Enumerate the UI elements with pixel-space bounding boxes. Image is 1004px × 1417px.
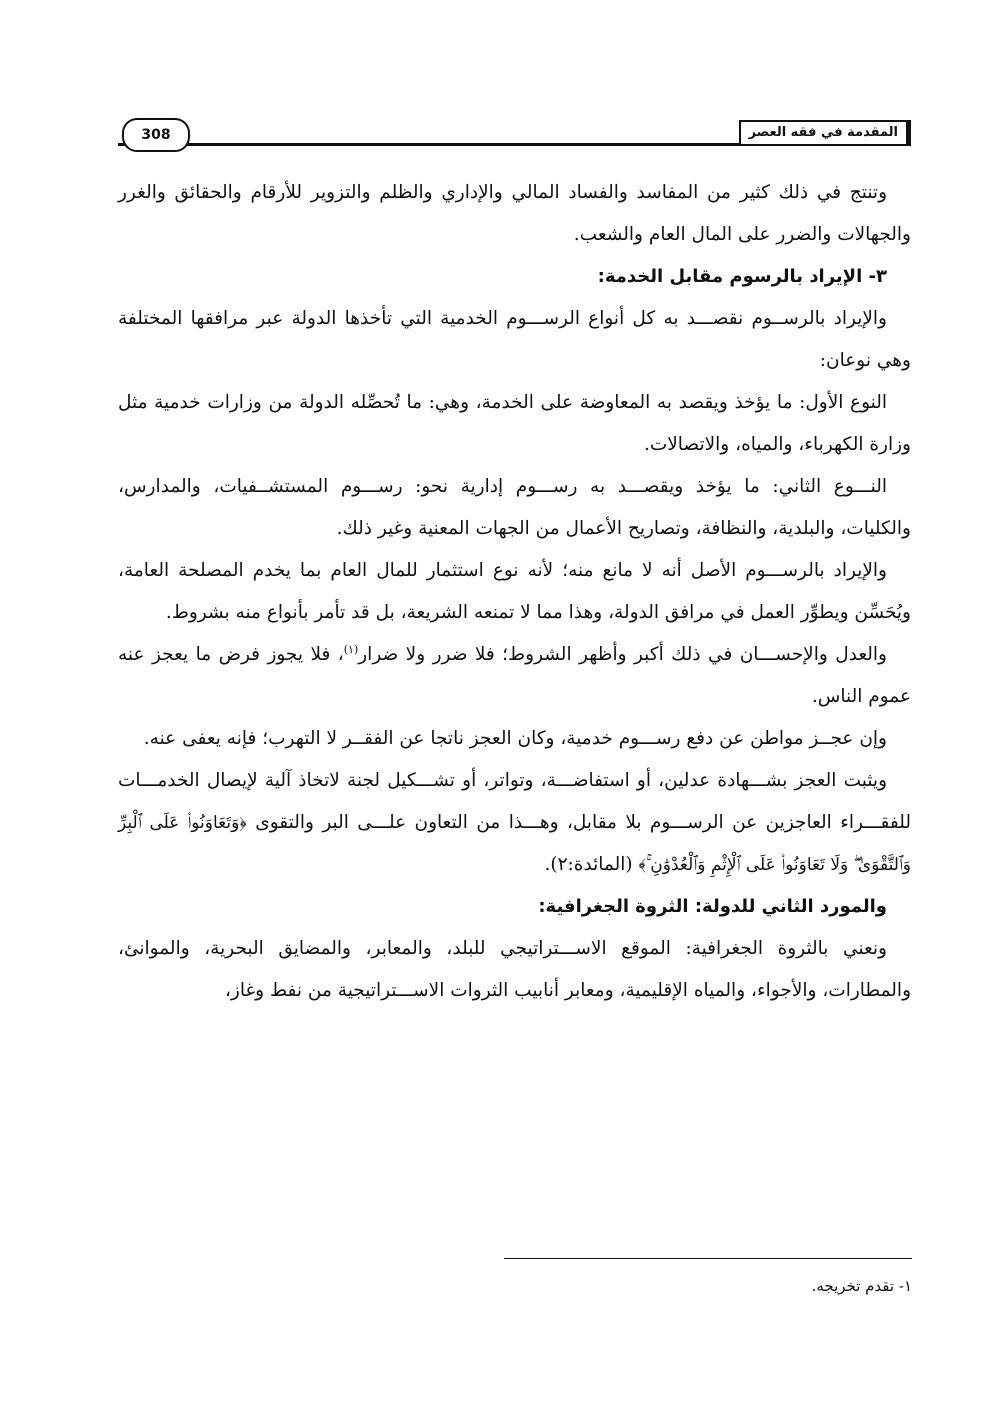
paragraph-2: والإيراد بالرســوم نقصـــد به كل أنواع الرســـوم الخدمية التي تأخذها الدولة عبر مرافقها المختلفة وهي نوعان: (118, 308, 911, 371)
paragraph-1: وتنتج في ذلك كثير من المفاسد والفساد المالي والإداري والظلم والتزوير للأرقام والحقائق والغرر والجهالات والضرر على المال العام والشعب. (118, 182, 911, 245)
paragraph-8 (118, 760, 911, 886)
quran-verse: ﴿وَتَعَاوَنُوا۟ عَلَى ٱلْبِرِّ وَٱلتَّقْوَىٰ ۖ وَلَا تَعَاوَنُوا۟ عَلَى ٱلْإِثْمِ وَٱلْعُدْوَٰنِ ۚ﴾ (118, 813, 911, 875)
footnote-1 (412, 1274, 912, 1298)
paragraph-9: ونعني بالثروة الجغرافية: الموقع الاســـتراتيجي للبلد، والمعابر، والمضايق البحرية، والموانئ، والمطارات، والأجواء، والمياه الإقليمية، ومعابر أنابيب الثروات الاســـتراتيجية من نفط وغاز، (118, 938, 911, 1001)
paragraph-3: النوع الأول: ما يؤخذ ويقصد به المعاوضة على الخدمة، وهي: ما تُحصِّله الدولة من وزارات خدمية مثل وزارة الكهرباء، والمياه، والاتصالات. (118, 392, 911, 455)
paragraph-6-text-end: ، فلا يجوز فرض ما يعجز عنه عموم الناس. (118, 644, 911, 707)
page-header (118, 118, 911, 152)
paragraph-6-text: والعدل والإحســـان في ذلك أكبر وأظهر الشروط؛ فلا ضرر ولا ضرار (358, 644, 887, 665)
paragraph-5: والإيراد بالرســـوم الأصل أنه لا مانع منه؛ لأنه نوع استثمار للمال العام بما يخدم المصلحة العامة، ويُحَسِّن ويطوِّر العمل في مرافق الدولة، وهذا مما لا تمنعه الشريعة، بل قد تأمر بأنواع منه بشروط. (118, 560, 911, 623)
paragraph-4: النـــوع الثاني: ما يؤخذ ويقصـــد به رســـوم إدارية نحو: رســـوم المستشــفيات، والمدارس، والكليات، والبلدية، والنظافة، وتصاريح الأعمال من الجهات المعنية وغير ذلك. (118, 476, 911, 539)
paragraph-7: وإن عجــز مواطن عن دفع رســـوم خدمية، وكان العجز ناتجا عن الفقــر لا التهرب؛ فإنه يعفى عنه. (143, 728, 887, 749)
footnote-reference[interactable]: (١) (343, 642, 359, 656)
page-number: 308 (122, 118, 190, 152)
footnote-marker: ١- (898, 1277, 912, 1295)
section-heading-geographic: والمورد الثاني للدولة: الثروة الجغرافية: (538, 896, 887, 917)
paragraph-6 (118, 634, 911, 718)
section-heading-fees: ٣- الإيراد بالرسوم مقابل الخدمة: (597, 266, 887, 287)
footnote-text: تقدم تخريجه. (811, 1277, 895, 1295)
main-text (118, 172, 911, 1012)
footnote-separator (504, 1258, 912, 1259)
verse-citation: (المائدة:٢). (544, 854, 633, 875)
book-title: المقدمة في فقه العصر (739, 120, 911, 146)
paragraph-8-text: ويثبت العجز بشـــهادة عدلين، أو استفاضـــة، وتواتر، أو تشـــكيل لجنة لاتخاذ آلية لإيصال الخدمـــات للفقـــراء العاجزين عن الرســـوم بلا مقابل، وهـــذا من التعاون علـــى البر والتقوى (118, 770, 911, 833)
